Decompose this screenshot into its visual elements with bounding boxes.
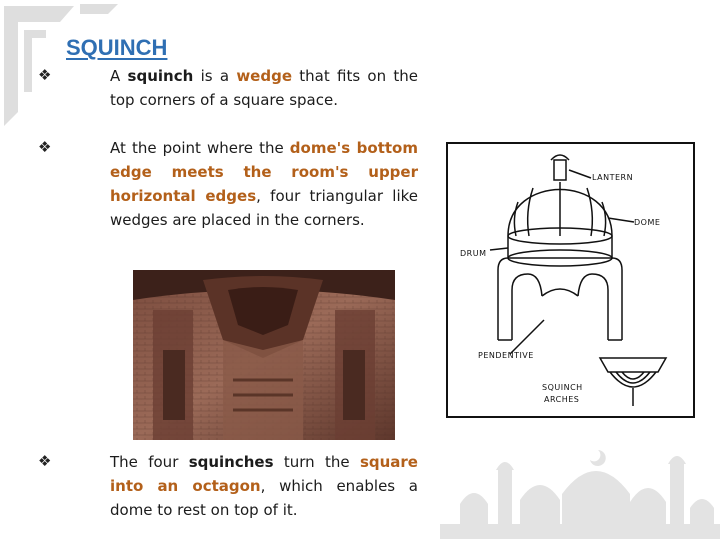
squinch-interior-photo — [133, 270, 395, 440]
label-drum: DRUM — [460, 249, 487, 258]
bullet-marker: ❖ — [38, 66, 52, 84]
bullet-3-text: The four squinches turn the square into an octagon, which enables a dome to rest on top of it. — [110, 453, 418, 519]
dome-diagram-drawing — [448, 144, 693, 416]
slide-title: SQUINCH — [66, 35, 168, 60]
label-dome: DOME — [634, 218, 661, 227]
mosque-skyline-decoration — [440, 440, 720, 539]
label-arches: ARCHES — [544, 395, 580, 404]
bullet-1-text: A squinch is a wedge that fits on the top corners of a square space. — [110, 67, 419, 109]
bullet-2-text: At the point where the dome's bottom edge meets the room's upper horizontal edges, four triangular like wedges are placed in the corners. — [110, 139, 418, 229]
label-lantern: LANTERN — [592, 173, 634, 182]
label-pendentive: PENDENTIVE — [478, 351, 534, 360]
label-squinch: SQUINCH — [542, 383, 583, 392]
dome-diagram — [446, 142, 695, 418]
bullet-marker: ❖ — [38, 138, 52, 156]
bullet-marker: ❖ — [38, 452, 52, 470]
